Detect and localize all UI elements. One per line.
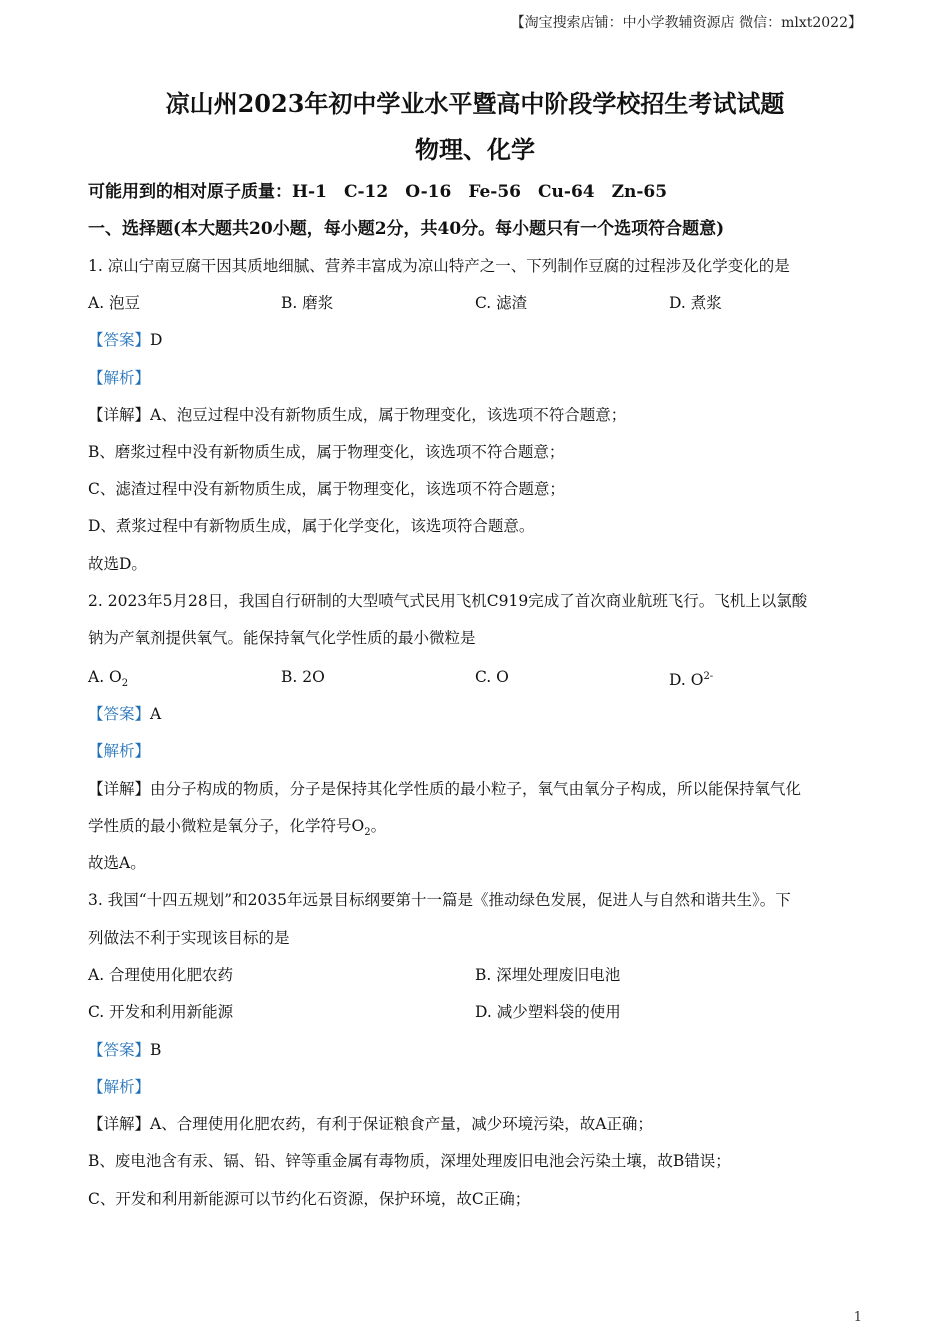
- q3-answer: [88, 1039, 868, 1061]
- q3-option-c: C. 开发和利用新能源: [88, 1003, 234, 1021]
- header-note: 【淘宝搜索店铺：中小学教辅资源店 微信：mlxt2022】: [510, 15, 862, 31]
- q1-detail-1: [88, 404, 868, 426]
- detail-text: 学性质的最小微粒是氧分子，化学符号O: [88, 817, 365, 835]
- q2-answer: [88, 703, 868, 725]
- q3-option-b: B. 深埋处理废旧电池: [475, 966, 621, 984]
- detail-text: A、泡豆过程中没有新物质生成，属于物理变化，该选项不符合题意；: [150, 406, 627, 424]
- q2-conclusion: 故选A。: [88, 854, 146, 872]
- exam-title: 凉山州2023年初中学业水平暨高中阶段学校招生考试试题: [165, 89, 785, 118]
- q1-option-b: B. 磨浆: [281, 294, 334, 312]
- q2-option-a: [88, 666, 128, 695]
- exam-subtitle: 物理、化学: [415, 135, 535, 164]
- answer-tag: 【答案】: [88, 1041, 151, 1059]
- answer-value: D: [150, 331, 163, 349]
- q1-detail-4: D、煮浆过程中有新物质生成，属于化学变化，该选项符合题意。: [88, 517, 535, 535]
- q2-stem-2: 钠为产氧剂提供氧气。能保持氧气化学性质的最小微粒是: [88, 629, 476, 647]
- subscript: 2: [364, 827, 371, 839]
- q3-option-a: A. 合理使用化肥农药: [88, 966, 234, 984]
- detail-tag: 【详解】: [88, 406, 151, 424]
- q2-option-c: C. O: [475, 668, 509, 686]
- option-text: A. O: [88, 668, 122, 686]
- answer-value: A: [150, 705, 162, 723]
- q2-analysis-tag: 【解析】: [88, 742, 151, 760]
- section-heading: 一、选择题(本大题共20小题，每小题2分，共40分。每小题只有一个选项符合题意): [88, 219, 725, 239]
- q3-stem-2: 列做法不利于实现该目标的是: [88, 929, 290, 947]
- answer-tag: 【答案】: [88, 705, 151, 723]
- q2-option-d: [669, 666, 713, 691]
- q1-option-c: C. 滤渣: [475, 294, 528, 312]
- option-text: D. O: [669, 671, 704, 690]
- answer-tag: 【答案】: [88, 331, 151, 349]
- q2-detail-1: [88, 778, 868, 800]
- q1-option-d: D. 煮浆: [669, 294, 722, 312]
- page-number: 1: [853, 1310, 862, 1325]
- subscript: 2: [121, 678, 129, 690]
- q1-answer: [88, 329, 868, 351]
- q2-stem-1: 2. 2023年5月28日，我国自行研制的大型喷气式民用飞机C919完成了首次商业航班飞行。飞机上以氯酸: [88, 592, 808, 610]
- q2-option-b: B. 2O: [281, 668, 325, 686]
- q1-analysis-tag: 【解析】: [88, 369, 151, 387]
- superscript: 2-: [703, 671, 714, 682]
- answer-value: B: [150, 1041, 162, 1059]
- q1-conclusion: 故选D。: [88, 555, 147, 573]
- q2-detail-2: [88, 815, 868, 844]
- q1-stem: 1. 凉山宁南豆腐干因其质地细腻、营养丰富成为凉山特产之一、下列制作豆腐的过程涉及化学变化的是: [88, 257, 790, 275]
- q3-detail-3: C、开发和利用新能源可以节约化石资源，保护环境，故C正确；: [88, 1190, 531, 1208]
- detail-tag: 【详解】: [88, 780, 151, 798]
- q1-detail-2: B、磨浆过程中没有新物质生成，属于物理变化，该选项不符合题意；: [88, 443, 565, 461]
- detail-text: 由分子构成的物质，分子是保持其化学性质的最小粒子，氧气由氧分子构成，所以能保持氧气化: [150, 780, 802, 798]
- q3-detail-2: B、废电池含有汞、镉、铅、锌等重金属有毒物质，深埋处理废旧电池会污染土壤，故B错误；: [88, 1152, 731, 1170]
- q1-option-a: A. 泡豆: [88, 294, 141, 312]
- detail-tag: 【详解】: [88, 1115, 151, 1133]
- q1-detail-3: C、滤渣过程中没有新物质生成，属于物理变化，该选项不符合题意；: [88, 480, 565, 498]
- q3-stem-1: 3. 我国“十四五规划”和2035年远景目标纲要第十一篇是《推动绿色发展，促进人与自然和谐共生》。下: [88, 891, 791, 909]
- q3-detail-1: [88, 1113, 868, 1135]
- atomic-mass-line: 可能用到的相对原子质量：H-1 C-12 O-16 Fe-56 Cu-64 Zn-65: [88, 182, 668, 202]
- q3-option-d: D. 减少塑料袋的使用: [475, 1003, 621, 1021]
- q3-analysis-tag: 【解析】: [88, 1078, 151, 1096]
- punctuation: 。: [370, 817, 387, 835]
- detail-text: A、合理使用化肥农药，有利于保证粮食产量，减少环境污染，故A正确；: [150, 1115, 653, 1133]
